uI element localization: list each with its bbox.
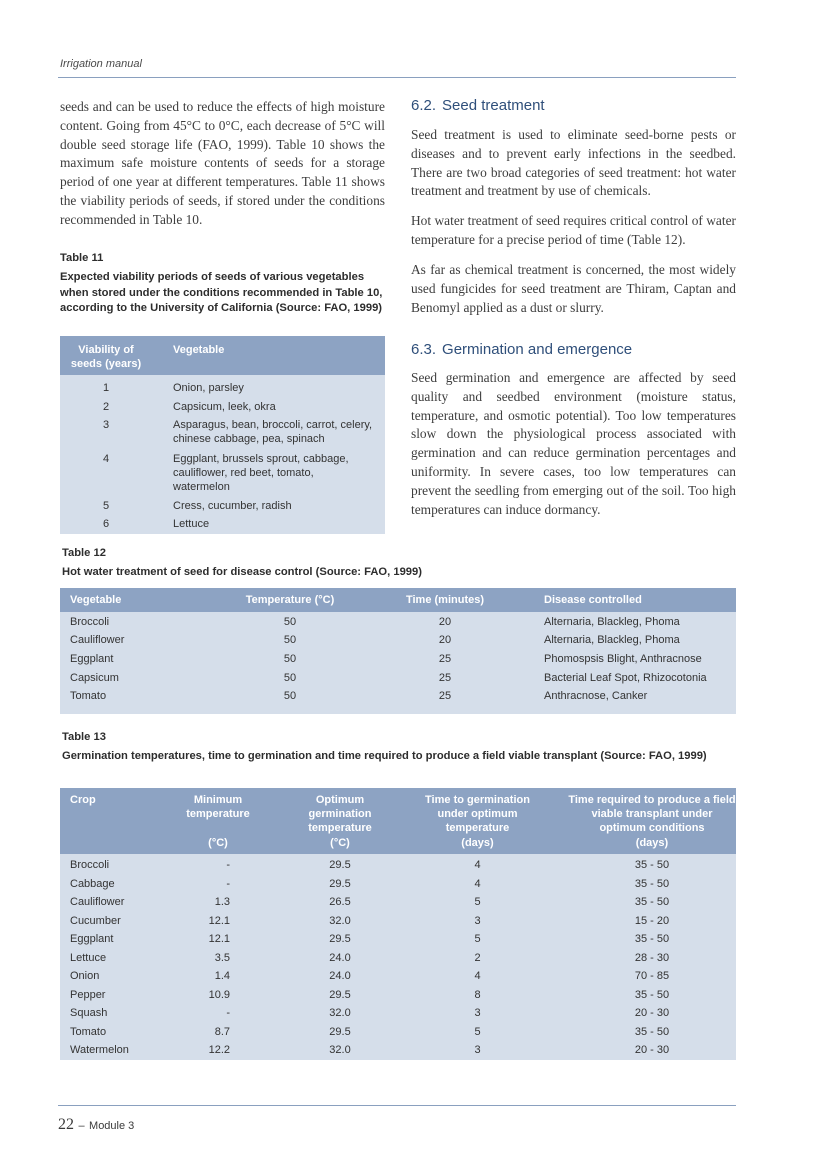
table-cell: Alternaria, Blackleg, Phoma	[544, 634, 680, 646]
section-number: 6.2.	[411, 97, 437, 114]
table-cell: 35 - 50	[634, 877, 670, 890]
column-header: Minimum temperature	[186, 794, 250, 820]
table-cell: Pepper	[70, 988, 106, 1001]
table-cell: Lettuce	[70, 951, 107, 964]
column-header: Optimum germination temperature	[308, 794, 372, 834]
table-cell: Eggplant	[70, 653, 114, 665]
table-body	[60, 375, 385, 534]
table-cell: 25	[438, 690, 452, 702]
table-label: Table 13	[62, 731, 106, 743]
unit-label: (days)	[461, 837, 494, 849]
column-header: Time required to produce a field viable transplant under optimum conditions	[568, 794, 736, 834]
paragraph: Hot water treatment of seed requires critical control of water temperature for a precise period of time (Table 12).	[411, 213, 736, 247]
table-cell: 3	[474, 1044, 481, 1056]
table-cell: 8	[474, 988, 481, 1001]
paragraph: Seed germination and emergence are affected by seed quality and seedbed environment (moisture status, temperature, and osmotic potential). Too low temperatures slow down the physiological process associated with germination and can reduce germination percentages and uniformity. In severe cases, too low temperatures can prevent the seedling from emerging out of the soil. Too high temperatures can induce dormancy.	[411, 370, 736, 517]
table-cell: -	[226, 1007, 230, 1019]
table-cell: Onion, parsley	[173, 382, 244, 394]
table-cell: Tomato	[70, 690, 107, 702]
table-cell: -	[226, 859, 230, 871]
table-cell: Capsicum	[70, 672, 119, 684]
module-label: Module 3	[89, 1120, 135, 1132]
table-cell: 5	[474, 1025, 481, 1038]
table-cell: Squash	[70, 1007, 108, 1019]
table-cell: 4	[474, 859, 481, 871]
table-cell: 3	[102, 419, 110, 431]
left-paragraph: seeds and can be used to reduce the effects of high moisture content. Going from 45°C to 0°C, each decrease of 5°C will double seed storage life (FAO, 1999). Table 10 shows the maximum safe moisture contents of seeds for a storage period of one year at different temperatures. Table 11 shows the viability periods of seeds, if stored under the conditions recommended in Table 10.	[60, 99, 385, 227]
table-cell: 35 - 50	[634, 933, 670, 945]
table-cell: Asparagus, bean, broccoli, carrot, celery, chinese cabbage, pea, spinach	[173, 419, 373, 445]
section-number: 6.3.	[411, 341, 437, 358]
section-heading-6-2	[411, 97, 736, 114]
table-header	[60, 588, 736, 612]
section-title: Germination and emergence	[442, 341, 633, 358]
table-cell: 5	[102, 500, 110, 512]
table-cell: Tomato	[70, 1025, 107, 1038]
header-rule	[58, 77, 736, 78]
table-cell: 5	[474, 933, 481, 945]
column-header: Vegetable	[173, 344, 225, 356]
table-body	[60, 854, 736, 1060]
table-cell: 2	[102, 401, 110, 413]
table-cell: 32.0	[329, 1007, 351, 1019]
table-cell: 1.3	[214, 896, 230, 908]
column-header: Vegetable	[70, 594, 122, 606]
table-cell: 4	[102, 453, 110, 465]
table-cell: 29.5	[329, 859, 351, 871]
column-header: Viability of seeds (years)	[70, 344, 142, 370]
table-caption: Hot water treatment of seed for disease control (Source: FAO, 1999)	[62, 566, 422, 578]
table-cell: 70 - 85	[634, 970, 670, 982]
column-header: Temperature (°C)	[245, 594, 335, 606]
table-cell: 50	[283, 672, 297, 684]
table-cell: 5	[474, 896, 481, 908]
table-header	[60, 788, 736, 854]
footer-rule	[58, 1105, 736, 1106]
table-cell: Cabbage	[70, 877, 115, 890]
table-cell: Eggplant	[70, 933, 114, 945]
table-cell: 3	[474, 914, 481, 927]
table-cell: Watermelon	[70, 1044, 129, 1056]
table-cell: 3.5	[214, 951, 230, 964]
table-cell: 20	[438, 616, 452, 628]
column-header: Crop	[70, 794, 96, 806]
section-heading-6-3	[411, 341, 736, 358]
table-cell: 4	[474, 877, 481, 890]
table-cell: 25	[438, 653, 452, 665]
column-header: Time (minutes)	[405, 594, 485, 606]
table-cell: 10.9	[208, 988, 230, 1001]
table-header	[60, 336, 385, 375]
column-header: Disease controlled	[544, 594, 642, 606]
table-cell: 35 - 50	[634, 988, 670, 1001]
table-cell: 35 - 50	[634, 859, 670, 871]
section-title: Seed treatment	[442, 97, 545, 114]
table-cell: -	[226, 877, 230, 890]
table-cell: Broccoli	[70, 859, 110, 871]
table-cell: 20	[438, 634, 452, 646]
table-caption: Germination temperatures, time to germination and time required to produce a field viable transplant (Source: FAO, 1999)	[62, 750, 707, 762]
table-cell: 2	[474, 951, 481, 964]
table-cell: 29.5	[329, 988, 351, 1001]
table-cell: Cucumber	[70, 914, 121, 927]
table-cell: 1.4	[214, 970, 230, 982]
table-cell: 4	[474, 970, 481, 982]
table-label: Table 11	[60, 252, 104, 264]
table-cell: Cress, cucumber, radish	[173, 500, 292, 512]
table-cell: 29.5	[329, 1025, 351, 1038]
table-cell: 1	[102, 382, 110, 394]
unit-label: (days)	[635, 837, 669, 849]
column-header: Time to germination under optimum temperature	[425, 794, 530, 834]
table-caption: Expected viability periods of seeds of various vegetables when stored under the conditions recommended in Table 10, according to the University of California (Source: FAO, 1999)	[60, 271, 383, 314]
table-cell: 32.0	[329, 914, 351, 927]
table-cell: 12.2	[208, 1044, 230, 1056]
table-cell: 8.7	[214, 1025, 230, 1038]
table-cell: Cauliflower	[70, 896, 125, 908]
paragraph: Seed treatment is used to eliminate seed-borne pests or diseases and to prevent early infections in the seedbed. There are two broad categories of seed treatment: hot water treatment and treatment by use of chemicals.	[411, 127, 736, 199]
unit-label: (°C)	[330, 837, 350, 849]
table-cell: Eggplant, brussels sprout, cabbage, cauliflower, red beet, tomato, watermelon	[173, 453, 349, 493]
table-cell: 6	[102, 518, 110, 530]
page-number: 22	[58, 1116, 74, 1133]
table-cell: 50	[283, 616, 297, 628]
table-cell: Cauliflower	[70, 634, 125, 646]
table-cell: 29.5	[329, 933, 351, 945]
table-cell: 50	[283, 653, 297, 665]
table-cell: 24.0	[329, 951, 351, 964]
footer	[58, 1116, 134, 1134]
table-cell: 25	[438, 672, 452, 684]
table-cell: Phomospsis Blight, Anthracnose	[544, 653, 702, 665]
table-cell: Capsicum, leek, okra	[173, 401, 276, 413]
table-cell: 3	[474, 1007, 481, 1019]
table-cell: 12.1	[208, 914, 230, 927]
table-cell: 50	[283, 690, 297, 702]
table-cell: 32.0	[329, 1044, 351, 1056]
table-cell: 20 - 30	[634, 1044, 670, 1056]
table-cell: 35 - 50	[634, 1025, 670, 1038]
table-cell: 28 - 30	[634, 951, 670, 964]
running-header: Irrigation manual	[60, 58, 142, 70]
unit-label: (°C)	[208, 837, 228, 849]
table-cell: 24.0	[329, 970, 351, 982]
table-cell: 12.1	[208, 933, 230, 945]
table-cell: Alternaria, Blackleg, Phoma	[544, 616, 680, 628]
table-cell: Anthracnose, Canker	[544, 690, 648, 702]
table-cell: 35 - 50	[634, 896, 670, 908]
table-cell: Lettuce	[173, 518, 210, 530]
table-label: Table 12	[62, 547, 106, 559]
table-cell: 50	[283, 634, 297, 646]
table-cell: 26.5	[329, 896, 351, 908]
table-cell: 29.5	[329, 877, 351, 890]
table-cell: Bacterial Leaf Spot, Rhizocotonia	[544, 672, 707, 684]
table-body	[60, 612, 736, 714]
paragraph: As far as chemical treatment is concerned, the most widely used fungicides for seed treatment are Thiram, Captan and Benomyl applied as a dust or slurry.	[411, 262, 736, 315]
footer-separator: –	[78, 1120, 85, 1132]
table-cell: 15 - 20	[634, 914, 670, 927]
table-cell: Broccoli	[70, 616, 110, 628]
table-cell: 20 - 30	[634, 1007, 670, 1019]
table-cell: Onion	[70, 970, 100, 982]
